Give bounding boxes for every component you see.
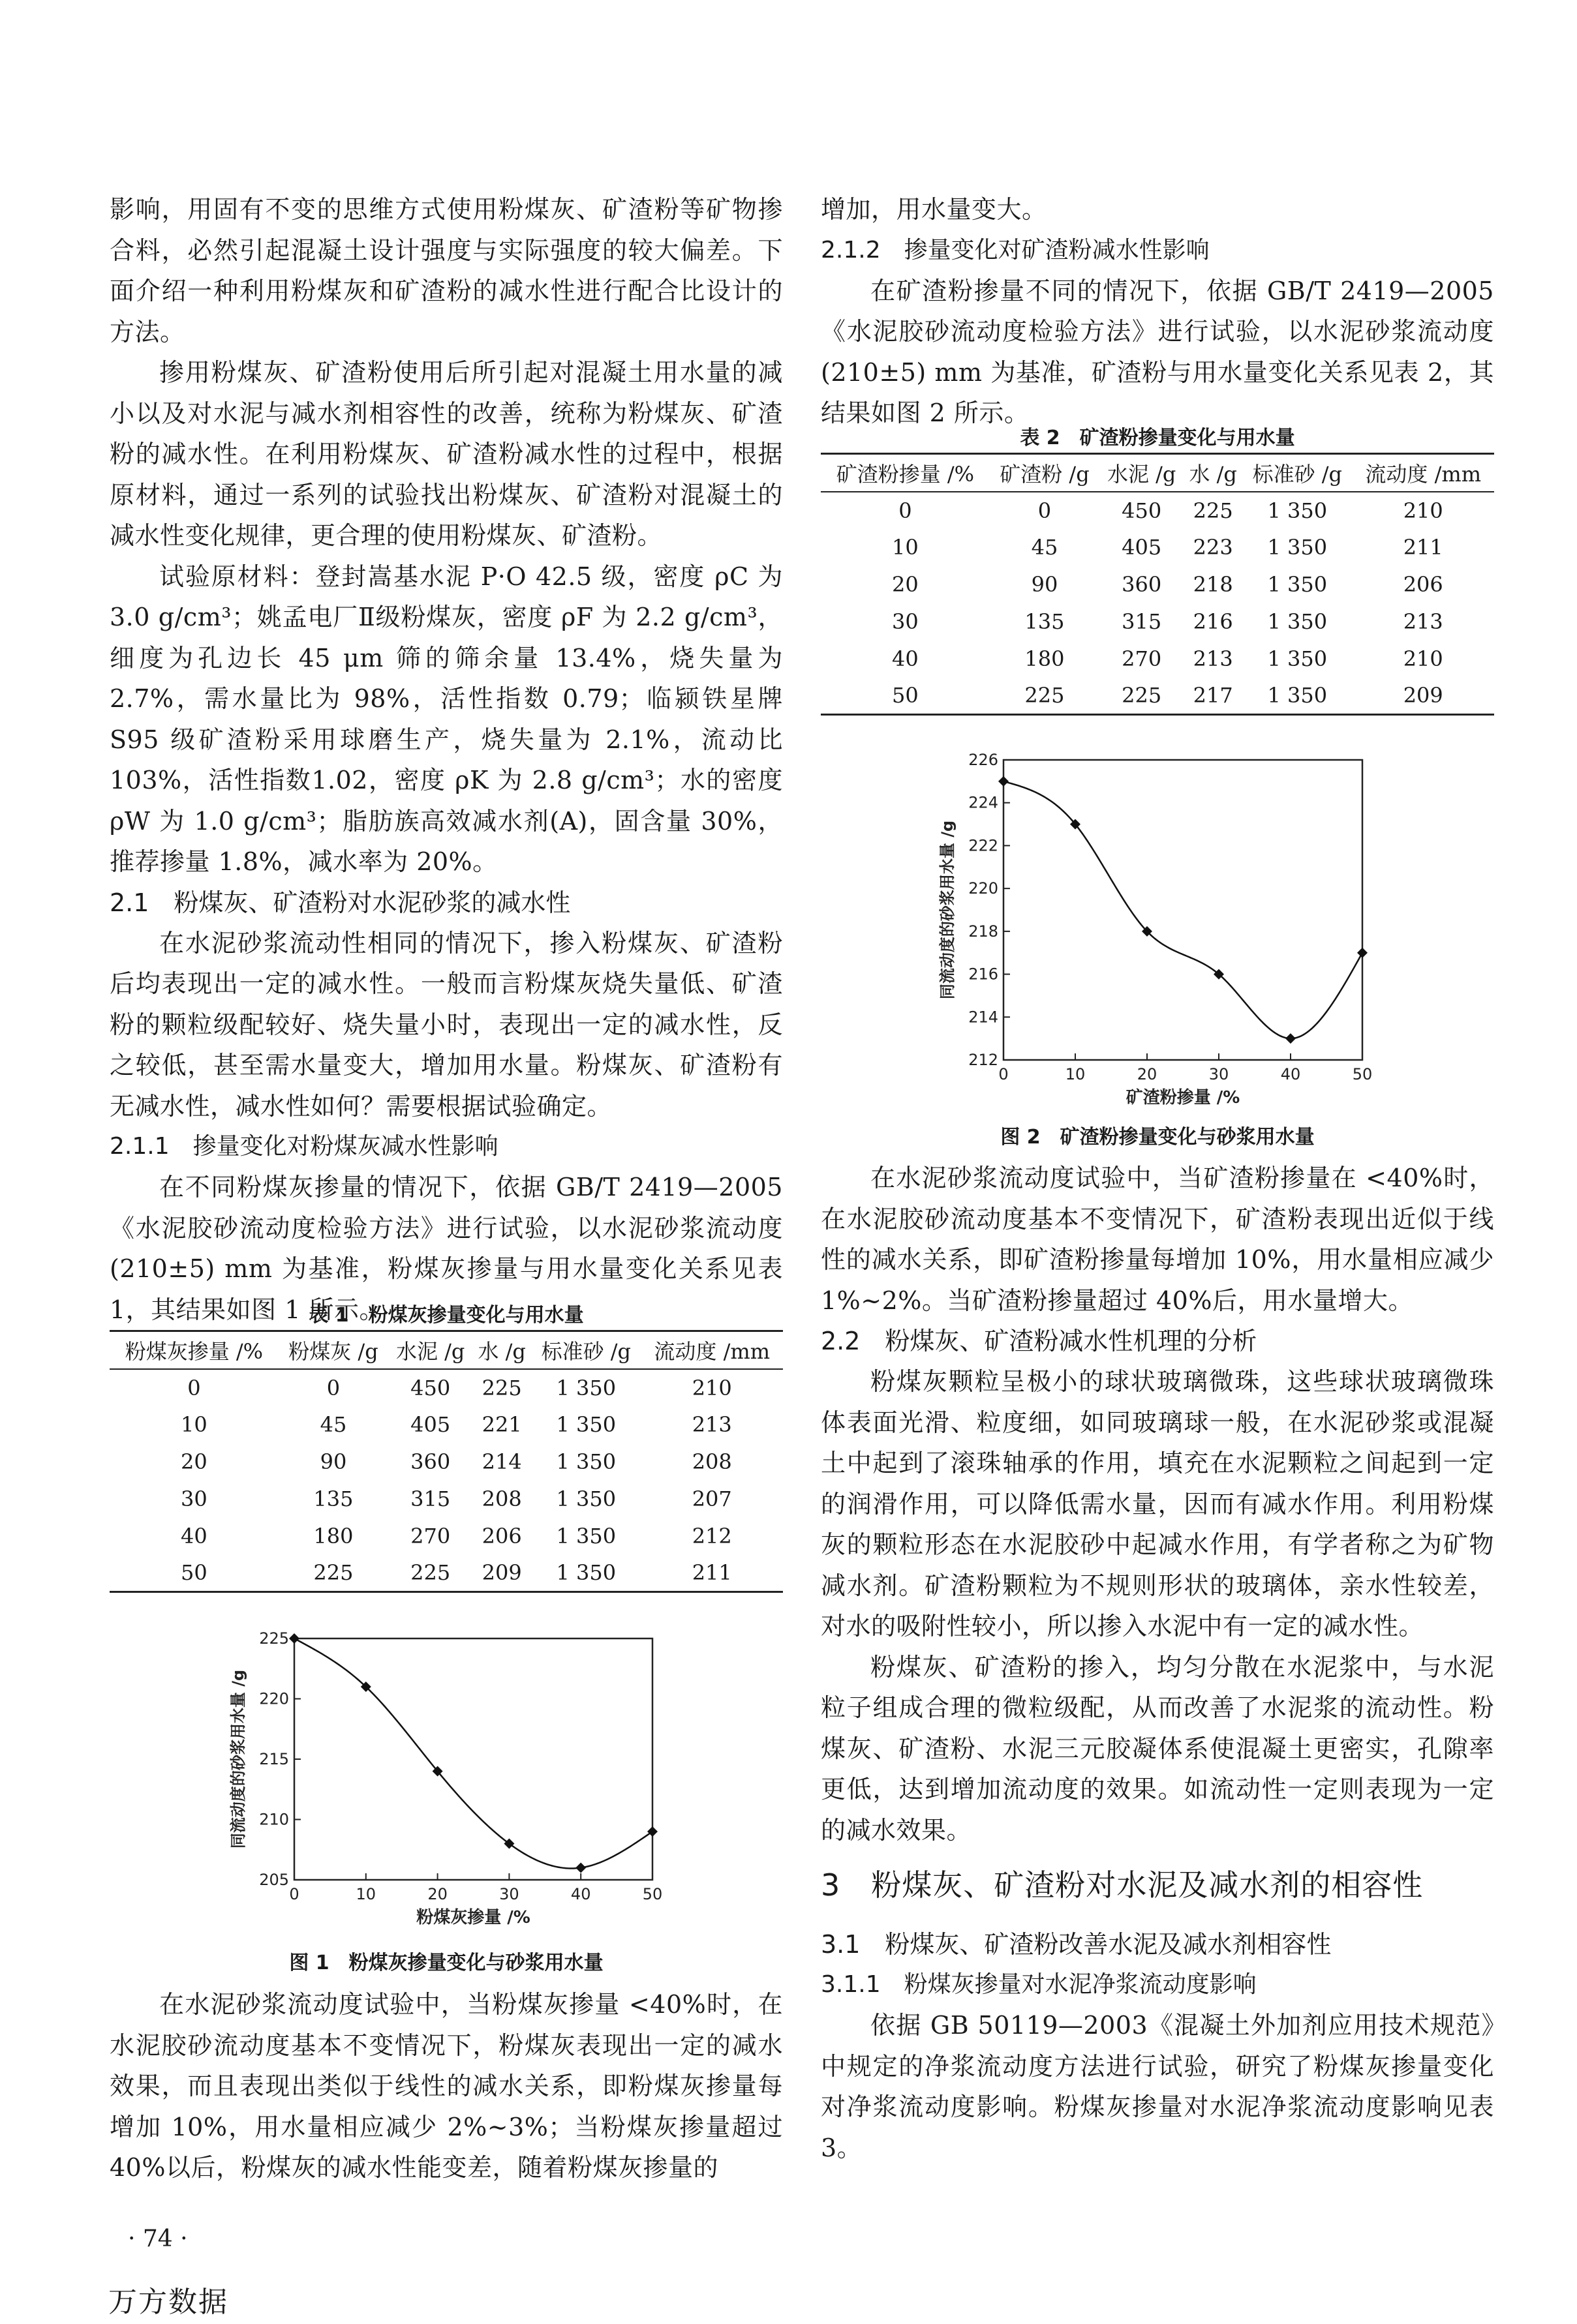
figure-2-chart <box>821 737 1494 1119</box>
figure-1-y-tick-label: 205 <box>259 1871 289 1889</box>
table-1-header: 粉煤灰 /g <box>279 1331 388 1369</box>
section-3-body <box>821 1924 1494 2168</box>
paragraph-left-3: 试验原材料：登封嵩基水泥 P·O 42.5 级，密度 ρC 为 3.0 g/cm³；姚孟电厂Ⅱ级粉煤灰，密度 ρF 为 2.2 g/cm³，细度为孔边长 45 μm 筛的筛余量 13.4%，烧失量为 2.7%，需水量比为 98%，活性指数 0.79；临颍铁星牌 S95 级矿渣粉采用球磨生产，烧失量为 2.1%，流动比 103%，活性指数1.02，密度 ρK 为 2.8 g/cm³；水的密度 ρW 为 1.0 g/cm³；脂肪族高效减水剂(A)，固含量 30%，推荐掺量 1.8%，减水率为 20%。 <box>110 562 783 876</box>
table-cell: 30 <box>892 609 919 634</box>
table-cell: 0 <box>1037 498 1052 523</box>
right-body <box>821 1158 1494 1850</box>
table-cell: 360 <box>1122 572 1162 597</box>
paragraph-right-2: 在矿渣粉掺量不同的情况下，依据 GB/T 2419—2005《水泥胶砂流动度检验方法》进行试验，以水泥砂浆流动度(210±5) mm 为基准，矿渣粉与用水量变化关系见表 2，其结果如图 2 所示。 <box>821 276 1494 427</box>
table-cell: 208 <box>692 1449 732 1474</box>
table-cell: 180 <box>313 1524 354 1548</box>
table-cell: 0 <box>898 498 912 523</box>
table-2-caption: 表 2 矿渣粉掺量变化与用水量 <box>1020 427 1295 449</box>
figure-1-y-tick-label: 225 <box>259 1629 289 1648</box>
table-cell: 225 <box>1099 678 1184 715</box>
table-1-block <box>110 1301 783 1593</box>
table-cell: 207 <box>692 1486 732 1511</box>
figure-1-x-axis-label: 粉煤灰掺量 /% <box>416 1908 530 1927</box>
table-2-block <box>821 424 1494 716</box>
paragraph-right-6: 依据 GB 50119—2003《混凝土外加剂应用技术规范》中规定的净浆流动度方法进行试验，研究了粉煤灰掺量变化对净浆流动度影响。粉煤灰掺量对水泥净浆流动度影响见表 3。 <box>821 2011 1494 2162</box>
right-intro <box>821 189 1494 434</box>
table-cell: 45 <box>320 1412 347 1437</box>
paragraph-left-4: 在水泥砂浆流动性相同的情况下，掺入粉煤灰、矿渣粉后均表现出一定的减水性。一般而言粉煤灰烧失量低、矿渣粉的颗粒级配较好、烧失量小时，表现出一定的减水性，反之较低，甚至需水量变大，增加用水量。粉煤灰、矿渣粉有无减水性，减水性如何？需要根据试验确定。 <box>110 928 783 1121</box>
table-cell: 270 <box>410 1524 451 1548</box>
paragraph-right-4: 粉煤灰颗粒呈极小的球状玻璃微珠，这些球状玻璃微珠体表面光滑、粒度细，如同玻璃球一般，在水泥砂浆或混凝土中起到了滚珠轴承的作用，填充在水泥颗粒之间起到一定的润滑作用，可以降低需水量，因而有减水作用。利用粉煤灰的颗粒形态在水泥胶砂中起减水作用，有学者称之为矿物减水剂。矿渣粉颗粒为不规则形状的玻璃体，亲水性较差，对水的吸附性较小，所以掺入水泥中有一定的减水性。 <box>821 1367 1494 1640</box>
table-row <box>110 1481 783 1518</box>
table-cell: 1 350 <box>556 1449 617 1474</box>
table-cell: 218 <box>1193 572 1233 597</box>
figure-2-y-tick-label: 220 <box>968 879 998 898</box>
paragraph-right-5: 粉煤灰、矿渣粉的掺入，均匀分散在水泥浆中，与水泥粒子组成合理的微粒级配，从而改善了水泥浆的流动性。粉煤灰、矿渣粉、水泥三元胶凝体系使混凝土更密实，孔隙率更低，达到增加流动度的效果。如流动性一定则表现为一定的减水效果。 <box>821 1652 1494 1845</box>
table-cell: 225 <box>279 1555 388 1592</box>
table-cell: 20 <box>892 572 919 597</box>
table-cell: 10 <box>181 1412 207 1437</box>
table-cell: 40 <box>181 1524 207 1548</box>
figure-2-y-tick-label: 216 <box>968 965 998 984</box>
table-cell: 225 <box>388 1555 472 1592</box>
table-2-header: 水 /g <box>1184 454 1242 492</box>
table-row <box>821 492 1494 529</box>
figure-1 <box>110 1618 783 1946</box>
heading-3-1-1: 3.1.1 粉煤灰掺量对水泥净浆流动度影响 <box>821 1971 1257 1998</box>
figure-1-data-point <box>647 1826 658 1837</box>
footer-watermark: 万方数据 <box>108 2286 228 2319</box>
table-row <box>821 529 1494 566</box>
table-2-header: 流动度 /mm <box>1352 454 1494 492</box>
figure-1-chart <box>110 1618 783 1944</box>
figure-2 <box>821 737 1494 1121</box>
table-row <box>110 1443 783 1481</box>
table-1-caption: 表 1 粉煤灰掺量变化与用水量 <box>309 1304 584 1327</box>
table-row <box>110 1369 783 1406</box>
table-cell: 213 <box>1193 646 1233 671</box>
table-cell: 30 <box>181 1486 207 1511</box>
table-cell: 405 <box>410 1412 451 1437</box>
table-cell: 213 <box>1403 609 1443 634</box>
heading-2-1-1: 2.1.1 掺量变化对粉煤灰减水性影响 <box>110 1133 498 1160</box>
table-cell: 212 <box>692 1524 732 1548</box>
figure-2-y-tick-label: 224 <box>968 793 998 812</box>
table-cell: 206 <box>482 1524 522 1548</box>
table-cell: 211 <box>1403 535 1443 560</box>
table-cell: 450 <box>410 1375 451 1400</box>
table-cell: 1 350 <box>1242 678 1352 715</box>
table-cell: 1 350 <box>531 1555 641 1592</box>
table-cell: 180 <box>1024 646 1065 671</box>
heading-2-1-2: 2.1.2 掺量变化对矿渣粉减水性影响 <box>821 236 1210 264</box>
figure-1-x-tick-label: 40 <box>570 1885 591 1903</box>
paragraph-left-5: 在不同粉煤灰掺量的情况下，依据 GB/T 2419—2005《水泥胶砂流动度检验方法》进行试验，以水泥砂浆流动度(210±5) mm 为基准，粉煤灰掺量与用水量变化关系见表 1，其结果如图 1 所示。 <box>110 1173 783 1324</box>
table-1-header: 粉煤灰掺量 /% <box>110 1331 279 1369</box>
heading-3: 3 粉煤灰、矿渣粉对水泥及减水剂的相容性 <box>821 1867 1424 1903</box>
figure-1-y-tick-label: 215 <box>259 1750 289 1768</box>
figure-2-data-point <box>1285 1033 1296 1044</box>
heading-2-2: 2.2 粉煤灰、矿渣粉减水性机理的分析 <box>821 1327 1257 1355</box>
figure-2-x-axis-label: 矿渣粉掺量 /% <box>1125 1088 1240 1108</box>
table-cell: 209 <box>472 1555 531 1592</box>
table-cell: 45 <box>1031 535 1058 560</box>
figure-1-data-point <box>575 1863 586 1873</box>
figure-2-x-tick-label: 50 <box>1352 1065 1373 1083</box>
paragraph-right-3: 在水泥砂浆流动度试验中，当矿渣粉掺量在 <40%时，在水泥胶砂流动度基本不变情况下，矿渣粉表现出近似于线性的减水关系，即矿渣粉掺量每增加 10%，用水量相应减少 1%~2%。当矿渣粉掺量超过 40%后，用水量增大。 <box>821 1164 1494 1315</box>
table-cell: 270 <box>1122 646 1162 671</box>
heading-3-1: 3.1 粉煤灰、矿渣粉改善水泥及减水剂相容性 <box>821 1930 1332 1959</box>
figure-2-caption-block <box>821 1123 1494 1152</box>
figure-2-data-point <box>1357 948 1368 958</box>
figure-1-caption-block <box>110 1949 783 1978</box>
table-row <box>110 1555 783 1592</box>
table-cell: 1 350 <box>556 1486 617 1511</box>
table-cell: 1 350 <box>1267 572 1328 597</box>
table-cell: 405 <box>1122 535 1162 560</box>
table-cell: 1 350 <box>1267 609 1328 634</box>
figure-2-y-axis-label: 同流动度的砂浆用水量 /g <box>938 820 957 1000</box>
figure-1-caption: 图 1 粉煤灰掺量变化与砂浆用水量 <box>289 1952 604 1974</box>
table-cell: 1 350 <box>556 1524 617 1548</box>
table-cell: 1 350 <box>556 1375 617 1400</box>
paragraph-left-2: 掺用粉煤灰、矿渣粉使用后所引起对混凝土用水量的减小以及对水泥与减水剂相容性的改善，统称为粉煤灰、矿渣粉的减水性。在利用粉煤灰、矿渣粉减水性的过程中，根据原材料，通过一系列的试验找出粉煤灰、矿渣粉对混凝土的减水性变化规律，更合理的使用粉煤灰、矿渣粉。 <box>110 358 783 550</box>
table-cell: 209 <box>1352 678 1494 715</box>
table-cell: 360 <box>410 1449 451 1474</box>
table-cell: 216 <box>1193 609 1233 634</box>
table-cell: 135 <box>1024 609 1065 634</box>
figure-1-series-line <box>294 1638 652 1868</box>
table-cell: 225 <box>482 1375 522 1400</box>
paragraph-left-1: 影响，用固有不变的思维方式使用粉煤灰、矿渣粉等矿物掺合料，必然引起混凝土设计强度与实际强度的较大偏差。下面介绍一种利用粉煤灰和矿渣粉的减水性进行配合比设计的方法。 <box>110 195 783 346</box>
table-row <box>110 1518 783 1555</box>
table-2-header: 水泥 /g <box>1099 454 1184 492</box>
table-cell: 0 <box>187 1375 201 1400</box>
figure-2-series-line <box>1003 781 1362 1038</box>
table-cell: 225 <box>990 678 1099 715</box>
table-cell: 50 <box>821 678 990 715</box>
table-cell: 20 <box>181 1449 207 1474</box>
table-1 <box>110 1330 783 1593</box>
figure-1-plot-frame <box>294 1638 652 1880</box>
table-row <box>821 603 1494 641</box>
figure-2-y-tick-label: 222 <box>968 836 998 855</box>
table-cell: 40 <box>892 646 919 671</box>
figure-2-data-point <box>998 776 1009 787</box>
table-cell: 1 350 <box>1267 498 1328 523</box>
figure-2-x-tick-label: 10 <box>1065 1065 1086 1083</box>
table-cell: 214 <box>482 1449 522 1474</box>
table-row <box>110 1406 783 1443</box>
figure-1-x-tick-label: 0 <box>289 1885 299 1903</box>
table-cell: 0 <box>326 1375 341 1400</box>
table-cell: 210 <box>1403 646 1443 671</box>
table-cell: 1 350 <box>556 1412 617 1437</box>
figure-1-y-tick-label: 220 <box>259 1689 289 1708</box>
table-cell: 450 <box>1122 498 1162 523</box>
table-cell: 10 <box>892 535 919 560</box>
table-2-header: 矿渣粉 /g <box>990 454 1099 492</box>
figure-1-y-axis-label: 同流动度的砂浆用水量 /g <box>229 1669 247 1849</box>
table-row <box>821 678 1494 715</box>
table-cell: 221 <box>482 1412 522 1437</box>
figure-2-caption: 图 2 矿渣粉掺量变化与砂浆用水量 <box>1000 1126 1315 1149</box>
left-intro <box>110 189 783 1330</box>
table-cell: 210 <box>1403 498 1443 523</box>
paragraph-left-6: 在水泥砂浆流动度试验中，当粉煤灰掺量 <40%时，在水泥胶砂流动度基本不变情况下，粉煤灰表现出一定的减水效果，而且表现出类似于线性的减水关系，即粉煤灰掺量每增加 10%，用水量相应减少 2%~3%；当粉煤灰掺量超过 40%以后，粉煤灰的减水性能变差，随着粉煤灰掺量的 <box>110 1990 783 2182</box>
table-1-header: 水泥 /g <box>388 1331 472 1369</box>
table-cell: 211 <box>641 1555 783 1592</box>
table-1-header: 标准砂 /g <box>531 1331 641 1369</box>
heading-2-1: 2.1 粉煤灰、矿渣粉对水泥砂浆的减水性 <box>110 888 571 917</box>
left-outro <box>110 1984 783 2188</box>
table-1-header: 水 /g <box>472 1331 531 1369</box>
table-row <box>821 641 1494 678</box>
table-cell: 50 <box>110 1555 279 1592</box>
table-cell: 1 350 <box>1267 535 1328 560</box>
figure-2-x-tick-label: 0 <box>998 1065 1009 1083</box>
figure-2-y-tick-label: 226 <box>968 751 998 769</box>
table-cell: 213 <box>692 1412 732 1437</box>
figure-1-x-tick-label: 50 <box>642 1885 663 1903</box>
table-2 <box>821 453 1494 716</box>
table-cell: 217 <box>1184 678 1242 715</box>
table-cell: 1 350 <box>1267 646 1328 671</box>
page-number: · 74 · <box>128 2226 188 2252</box>
table-cell: 90 <box>1031 572 1058 597</box>
figure-1-x-tick-label: 30 <box>499 1885 519 1903</box>
figure-2-x-tick-label: 20 <box>1137 1065 1157 1083</box>
table-cell: 315 <box>410 1486 451 1511</box>
table-cell: 135 <box>313 1486 354 1511</box>
figure-2-y-tick-label: 218 <box>968 922 998 941</box>
table-cell: 315 <box>1122 609 1162 634</box>
figure-2-y-tick-label: 212 <box>968 1051 998 1069</box>
figure-2-x-tick-label: 30 <box>1208 1065 1229 1083</box>
figure-2-y-tick-label: 214 <box>968 1008 998 1027</box>
figure-1-x-tick-label: 20 <box>427 1885 448 1903</box>
figure-2-x-tick-label: 40 <box>1280 1065 1301 1083</box>
table-cell: 225 <box>1193 498 1233 523</box>
table-cell: 208 <box>482 1486 522 1511</box>
table-1-header: 流动度 /mm <box>641 1331 783 1369</box>
figure-1-x-tick-label: 10 <box>356 1885 376 1903</box>
table-cell: 206 <box>1403 572 1443 597</box>
section-3-heading-block <box>821 1862 1494 1908</box>
table-2-header: 标准砂 /g <box>1242 454 1352 492</box>
figure-1-data-point <box>289 1633 299 1644</box>
table-row <box>821 566 1494 603</box>
figure-1-y-tick-label: 210 <box>259 1810 289 1829</box>
paragraph-right-1: 增加，用水量变大。 <box>821 195 1047 224</box>
table-cell: 223 <box>1193 535 1233 560</box>
table-2-header: 矿渣粉掺量 /% <box>821 454 990 492</box>
table-cell: 90 <box>320 1449 347 1474</box>
table-cell: 210 <box>692 1375 732 1400</box>
